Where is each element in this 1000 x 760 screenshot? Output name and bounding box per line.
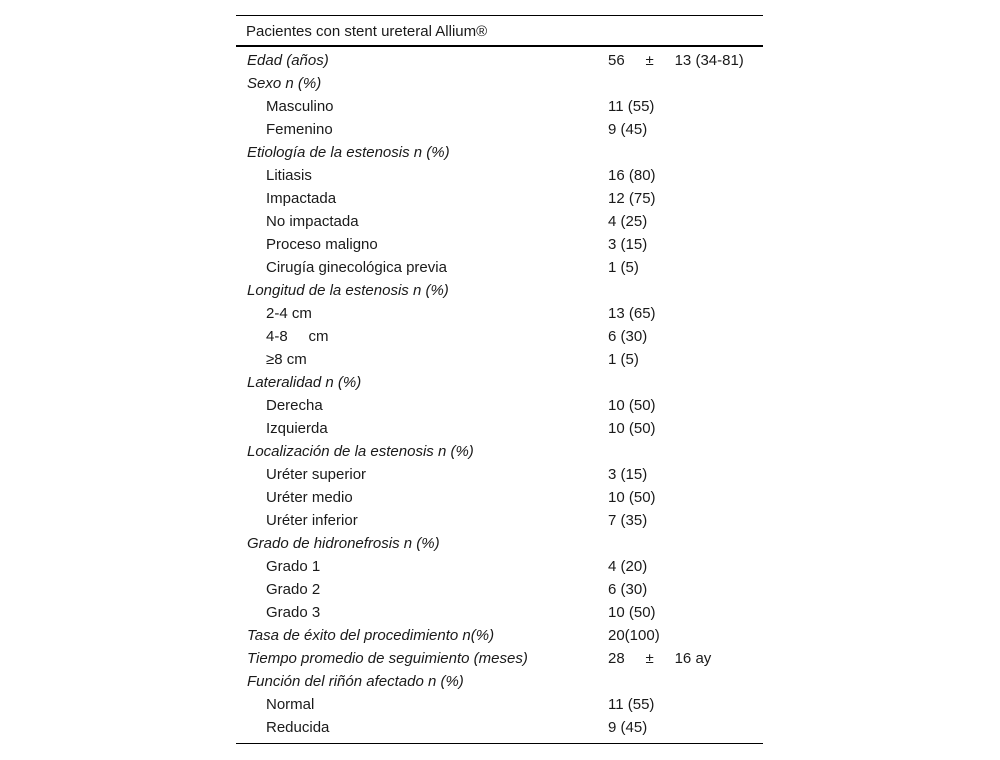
row-category-label: Lateralidad n (%) [247,374,362,391]
table-row [236,164,763,187]
row-subitem-label: Impactada [266,190,337,207]
row-value: 9 (45) [608,719,648,736]
table-row [236,463,763,486]
row-value: 11 (55) [608,98,655,115]
row-subitem-label: Femenino [266,121,333,138]
table-row [236,693,763,716]
row-value: 10 (50) [608,604,656,621]
patient-characteristics-table [236,15,763,744]
table-row [236,486,763,509]
row-category-label: Tasa de éxito del procedimiento n(%) [247,627,495,644]
row-subitem-label: Masculino [266,98,334,115]
table-row [236,578,763,601]
row-category-label: Etiología de la estenosis n (%) [247,144,450,161]
table-row [236,47,763,72]
row-category-label: Sexo n (%) [247,75,322,92]
row-subitem-label: Grado 3 [266,604,321,621]
table-row [236,394,763,417]
table-row [236,279,763,302]
row-value: 28 ± 16 ay [608,650,712,667]
row-value: 16 (80) [608,167,656,184]
row-subitem-label: Cirugía ginecológica previa [266,259,447,276]
table-row [236,555,763,578]
row-subitem-label: 4-8 cm [266,328,329,345]
row-value [608,532,763,555]
row-subitem-label: 2-4 cm [266,305,312,322]
row-value: 7 (35) [608,512,648,529]
table-row [236,72,763,95]
table-row [236,348,763,371]
table-row [236,670,763,693]
row-value: 3 (15) [608,466,648,483]
table-row [236,624,763,647]
row-value: 9 (45) [608,121,648,138]
table-row [236,302,763,325]
row-value: 13 (65) [608,305,656,322]
row-subitem-label: No impactada [266,213,359,230]
row-category-label: Longitud de la estenosis n (%) [247,282,449,299]
row-value: 10 (50) [608,420,656,437]
table-row [236,118,763,141]
row-value [608,440,763,463]
row-category-label: Función del riñón afectado n (%) [247,673,464,690]
row-subitem-label: Uréter superior [266,466,367,483]
row-subitem-label: Litiasis [266,167,312,184]
table-row [236,532,763,555]
row-value: 3 (15) [608,236,648,253]
row-category-label: Edad (años) [247,52,329,69]
row-value: 10 (50) [608,489,656,506]
row-value: 56 ± 13 (34-81) [608,52,744,69]
row-value [608,141,763,164]
row-value: 12 (75) [608,190,656,207]
table-body [236,47,763,744]
row-value [608,279,763,302]
row-value: 20(100) [608,627,660,644]
table-row [236,233,763,256]
row-value: 6 (30) [608,328,648,345]
table-row [236,210,763,233]
row-subitem-label: ≥8 cm [266,351,307,368]
row-value: 1 (5) [608,351,639,368]
row-value: 6 (30) [608,581,648,598]
row-value [608,670,763,693]
row-subitem-label: Normal [266,696,315,713]
row-subitem-label: Grado 2 [266,581,321,598]
row-value: 11 (55) [608,696,655,713]
table-row [236,417,763,440]
table-row [236,325,763,348]
row-value: 4 (25) [608,213,648,230]
table-row [236,141,763,164]
table-row [236,716,763,744]
table-row [236,647,763,670]
table-row [236,601,763,624]
row-subitem-label: Derecha [266,397,323,414]
row-subitem-label: Uréter inferior [266,512,358,529]
row-value: 4 (20) [608,558,648,575]
row-subitem-label: Reducida [266,719,330,736]
table-row [236,187,763,210]
row-category-label: Grado de hidronefrosis n (%) [247,535,440,552]
row-category-label: Tiempo promedio de seguimiento (meses) [247,650,528,667]
table-row [236,371,763,394]
row-subitem-label: Grado 1 [266,558,321,575]
row-subitem-label: Izquierda [266,420,328,437]
row-value [608,371,763,394]
table-row [236,440,763,463]
table-row [236,509,763,532]
row-value: 1 (5) [608,259,639,276]
row-value: 10 (50) [608,397,656,414]
row-subitem-label: Proceso maligno [266,236,378,253]
table-row [236,95,763,118]
table-header: Pacientes con stent ureteral Allium® [236,15,763,47]
row-value [608,72,763,95]
row-category-label: Localización de la estenosis n (%) [247,443,474,460]
row-subitem-label: Uréter medio [266,489,353,506]
table-row [236,256,763,279]
